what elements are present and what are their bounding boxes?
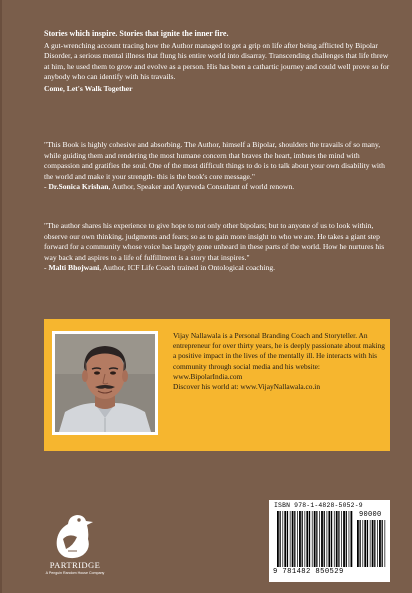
review-quote: "The author shares his experience to give hope to not only other bipolars; but to anyone of us to look within, observe our own thinking, judgments and fears; so as to gain more insight to who we are. He takes a giant step forward for a community whose voice has largely gone unheard in these parts of the world. How he nurtures his way back and aspires to a life of fulfillment is a story that inspires." [44, 221, 385, 262]
author-photo [55, 334, 155, 432]
author-portrait-illustration [55, 334, 155, 432]
review-sonica [44, 140, 394, 193]
author-website: www.BipolarIndia.com [173, 371, 243, 381]
review-malti [44, 221, 394, 274]
attribution-dash: - [44, 263, 49, 273]
spine-edge [0, 0, 2, 593]
barcode-panel [269, 500, 390, 582]
isbn-text: ISBN 978-1-4828-5052-9 [274, 502, 363, 509]
review-attribution [44, 263, 394, 274]
partridge-bird-icon [46, 505, 104, 559]
call-to-action: Come, Let's Walk Together [44, 83, 133, 93]
author-discover: Discover his world at: www.VijayNallawala.co.in [173, 382, 321, 392]
author-bio-text: Vijay Nallawala is a Personal Branding Coach and Storyteller. An entrepreneur for over thirty years, he is deeply passionate about making a positive impact in the lives of the mentally ill. He interacts with his community through social media and his website: [173, 331, 385, 371]
author-bio [173, 331, 385, 392]
intro-section [44, 29, 394, 95]
author-photo-frame [52, 331, 158, 435]
reviewer-role: , Author, ICF Life Coach trained in Ontological coaching. [99, 263, 276, 273]
review-quote: "This Book is highly cohesive and absorbing. The Author, himself a Bipolar, shoulders the travails of so many, while guiding them and rendering the most humane concern that braves the heart, imbues the mind with compassion and gratifies the soul. One of the most difficult things to do is to talk about your own disability with the world and make it your strength- this is the book's core message." [44, 140, 385, 181]
publisher-name: PARTRIDGE [49, 560, 101, 570]
author-box [44, 319, 390, 451]
reviewer-role: , Author, Speaker and Ayurveda Consultant of world renown. [108, 182, 295, 192]
reviewer-name: Dr.Sonica Krishan [48, 182, 109, 192]
publisher-logo [46, 505, 104, 585]
attribution-dash: - [44, 182, 49, 192]
review-attribution [44, 182, 394, 193]
barcode-number: 9 781482 850529 [273, 568, 344, 576]
reviewer-name: Malti Bhojwani [48, 263, 100, 273]
tagline: Stories which inspire. Stories that ignite the inner fire. [44, 29, 229, 38]
publisher-subtitle: A Penguin Random House Company [45, 571, 105, 575]
intro-body: A gut-wrenching account tracing how the Author managed to get a grip on life after being afflicted by Bipolar Disorder, a serious mental illness that flung his entire world into disarray. Transcending challenges that life threw at him, he used them to grow and evolve as a person. His has been a cathartic journey and could well prove so for anybody who can identify with his travails. [44, 40, 390, 82]
price-code: 90000 [359, 511, 382, 519]
